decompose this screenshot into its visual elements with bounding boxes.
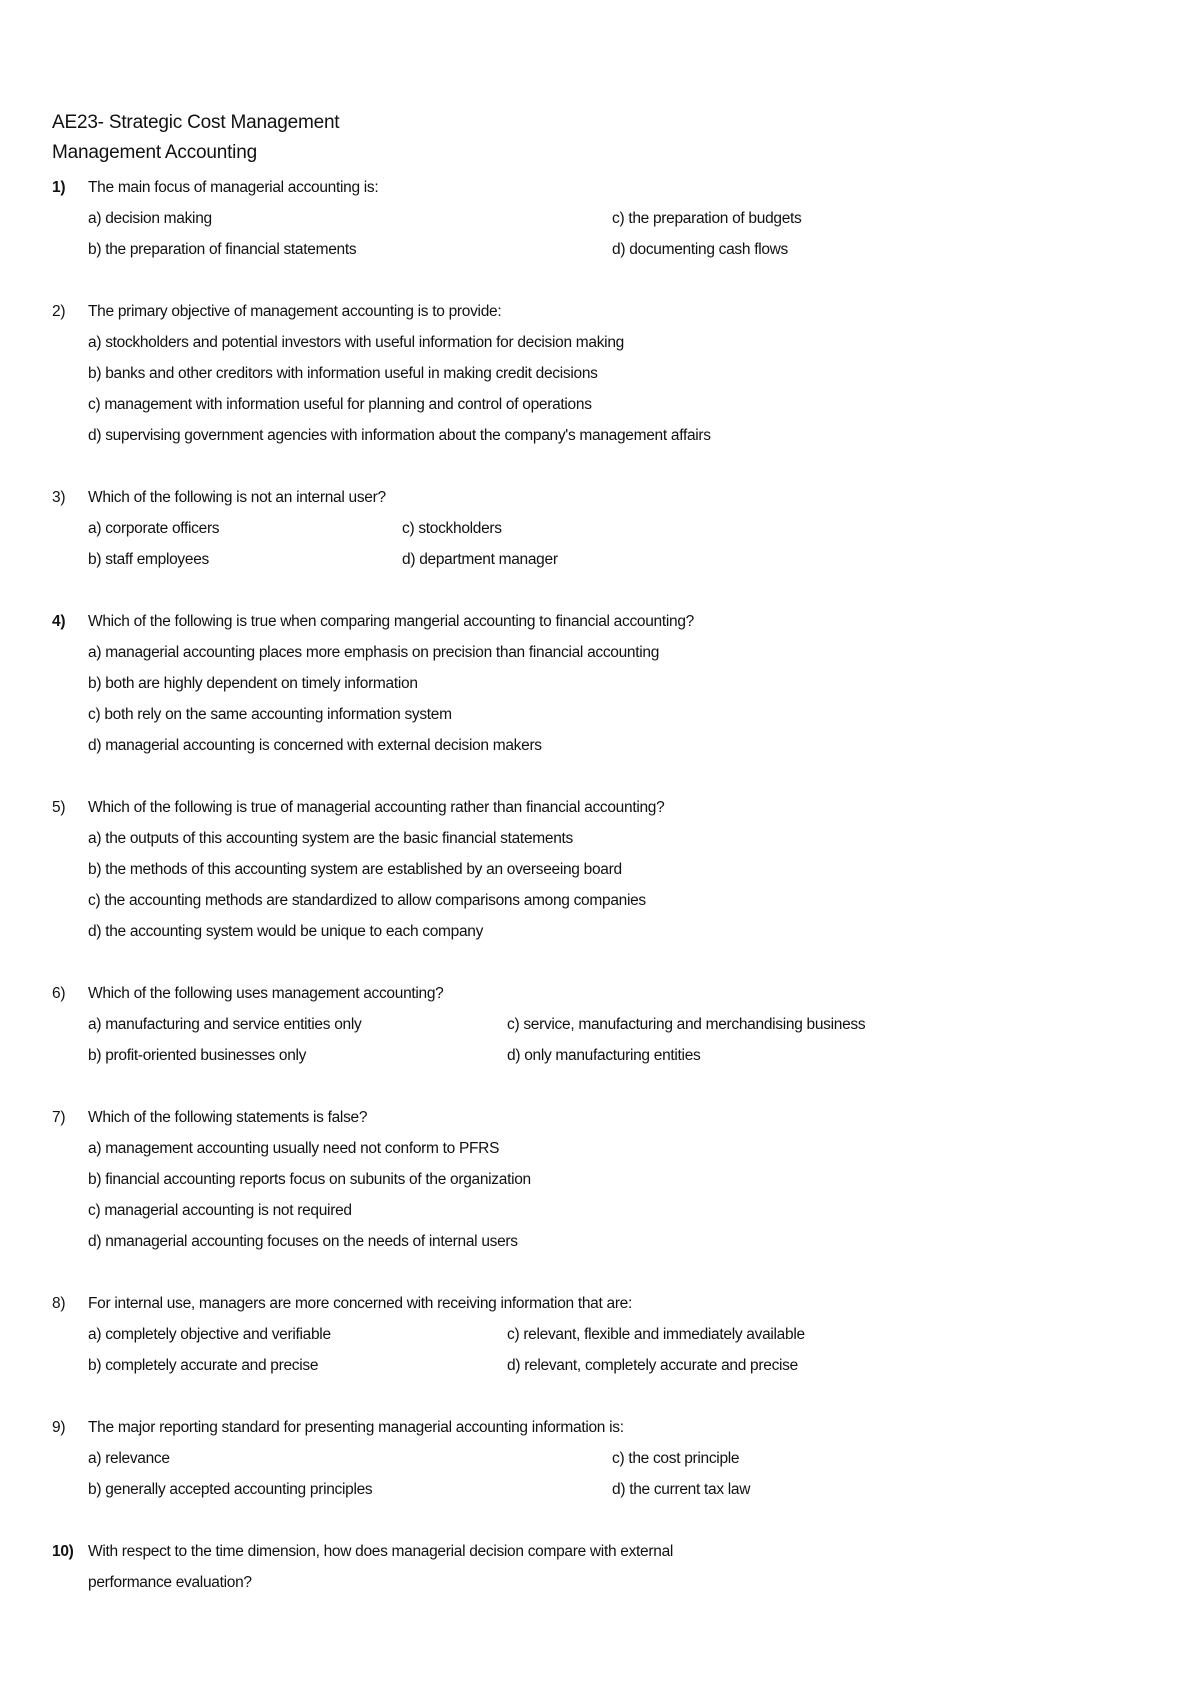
option-c: c) the accounting methods are standardized to allow comparisons among companies: [88, 892, 646, 909]
question-1: [52, 172, 1152, 265]
question-5: [52, 792, 1152, 947]
option-a: a) relevance: [88, 1450, 170, 1467]
question-text: The major reporting standard for presenting managerial accounting information is:: [88, 1419, 624, 1436]
option-d: d) the current tax law: [612, 1481, 751, 1498]
option-a: a) the outputs of this accounting system are the basic financial statements: [88, 830, 573, 847]
option-d: d) only manufacturing entities: [507, 1047, 701, 1064]
question-text: For internal use, managers are more concerned with receiving information that are:: [88, 1295, 633, 1312]
option-c: c) stockholders: [402, 520, 502, 537]
question-number: 7): [52, 1109, 66, 1126]
option-b: b) the preparation of financial statements: [88, 241, 357, 258]
option-a: a) managerial accounting places more emphasis on precision than financial accounting: [88, 644, 660, 661]
question-text: Which of the following statements is false?: [88, 1109, 368, 1126]
option-b: b) banks and other creditors with information useful in making credit decisions: [88, 365, 598, 382]
option-a: a) completely objective and verifiable: [88, 1326, 331, 1343]
option-c: c) the cost principle: [612, 1450, 740, 1467]
question-text: Which of the following uses management accounting?: [88, 985, 444, 1002]
question-2: [52, 296, 1152, 451]
question-text: Which of the following is true of managerial accounting rather than financial accounting?: [88, 799, 665, 816]
option-a: a) stockholders and potential investors with useful information for decision making: [88, 334, 624, 351]
option-c: c) service, manufacturing and merchandising business: [507, 1016, 866, 1033]
option-a: a) manufacturing and service entities only: [88, 1016, 362, 1033]
question-number: 6): [52, 985, 66, 1002]
option-a: a) corporate officers: [88, 520, 220, 537]
option-b: b) profit-oriented businesses only: [88, 1047, 307, 1064]
option-c: c) relevant, flexible and immediately available: [507, 1326, 805, 1343]
option-a: a) decision making: [88, 210, 212, 227]
question-6: [52, 978, 1152, 1071]
question-number: 5): [52, 799, 66, 816]
question-10: [52, 1536, 1152, 1598]
question-3: [52, 482, 1152, 575]
question-text: Which of the following is true when comparing mangerial accounting to financial accounting?: [88, 613, 694, 630]
question-number: 8): [52, 1295, 66, 1312]
question-number: 10): [52, 1543, 74, 1560]
question-text: With respect to the time dimension, how does managerial decision compare with external: [88, 1543, 674, 1560]
option-d: d) the accounting system would be unique to each company: [88, 923, 484, 940]
question-text: The primary objective of management accounting is to provide:: [88, 303, 502, 320]
option-d: d) managerial accounting is concerned with external decision makers: [88, 737, 542, 754]
question-9: [52, 1412, 1152, 1505]
question-text-continued: performance evaluation?: [88, 1574, 252, 1591]
option-b: b) staff employees: [88, 551, 209, 568]
option-c: c) management with information useful for planning and control of operations: [88, 396, 592, 413]
course-title: AE23- Strategic Cost Management: [52, 112, 340, 133]
option-d: d) relevant, completely accurate and precise: [507, 1357, 798, 1374]
question-text: Which of the following is not an internal user?: [88, 489, 386, 506]
question-number: 4): [52, 613, 66, 630]
option-d: d) documenting cash flows: [612, 241, 789, 258]
question-number: 3): [52, 489, 66, 506]
option-b: b) financial accounting reports focus on subunits of the organization: [88, 1171, 531, 1188]
option-c: c) managerial accounting is not required: [88, 1202, 352, 1219]
question-8: [52, 1288, 1152, 1381]
option-b: b) both are highly dependent on timely information: [88, 675, 418, 692]
option-d: d) nmanagerial accounting focuses on the needs of internal users: [88, 1233, 518, 1250]
option-b: b) completely accurate and precise: [88, 1357, 319, 1374]
question-4: [52, 606, 1152, 761]
option-c: c) both rely on the same accounting information system: [88, 706, 452, 723]
question-number: 1): [52, 179, 66, 196]
question-number: 9): [52, 1419, 66, 1436]
question-text: The main focus of managerial accounting is:: [88, 179, 379, 196]
topic-title: Management Accounting: [52, 142, 257, 163]
option-b: b) the methods of this accounting system are established by an overseeing board: [88, 861, 622, 878]
option-d: d) supervising government agencies with information about the company's management affairs: [88, 427, 711, 444]
option-c: c) the preparation of budgets: [612, 210, 802, 227]
option-b: b) generally accepted accounting principles: [88, 1481, 373, 1498]
question-7: [52, 1102, 1152, 1257]
option-a: a) management accounting usually need not conform to PFRS: [88, 1140, 500, 1157]
option-d: d) department manager: [402, 551, 558, 568]
question-number: 2): [52, 303, 66, 320]
